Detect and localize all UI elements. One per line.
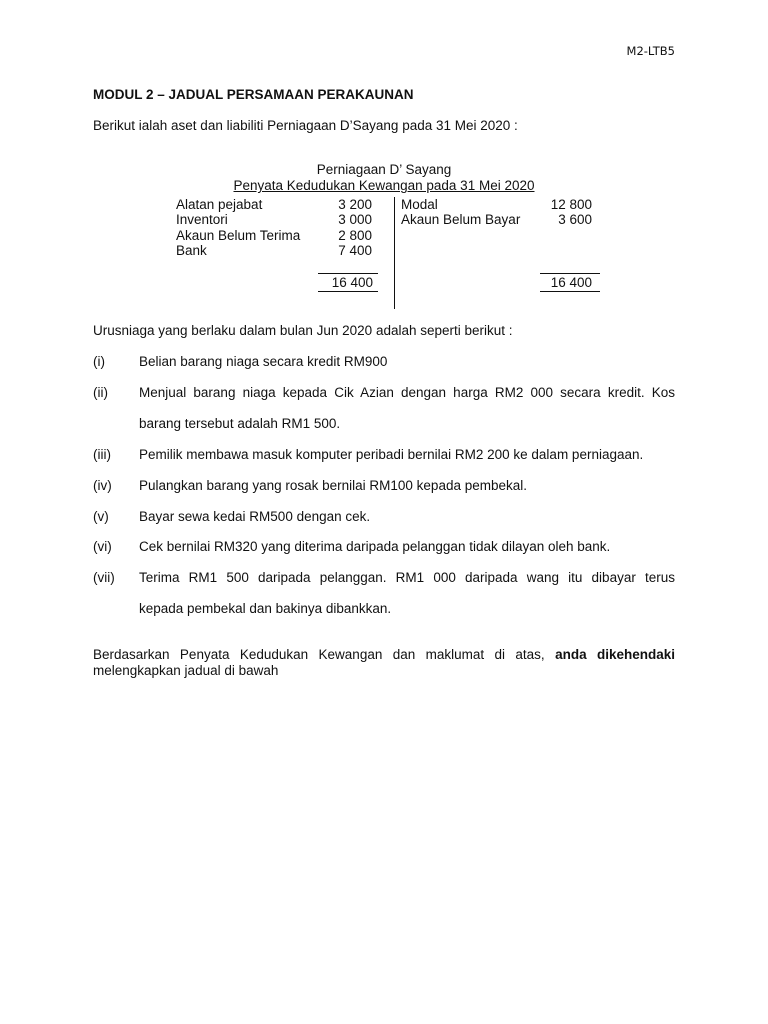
asset-name: Inventori xyxy=(176,212,228,227)
module-title: MODUL 2 – JADUAL PERSAMAAN PERAKAUNAN xyxy=(93,87,414,102)
asset-value: 7 400 xyxy=(338,243,372,258)
asset-value: 3 200 xyxy=(338,197,372,212)
closing-line-2: melengkapkan jadual di bawah xyxy=(93,663,279,678)
item-text: Belian barang niaga secara kredit RM900 xyxy=(139,354,388,369)
item-text: Cek bernilai RM320 yang diterima daripada pelanggan tidak dilayan oleh bank. xyxy=(139,539,611,554)
liability-name: Modal xyxy=(401,197,438,212)
item-text: Pemilik membawa masuk komputer peribadi bernilai RM2 200 ke dalam perniagaan. xyxy=(139,447,644,462)
item-text: Menjual barang niaga kepada Cik Azian dengan harga RM2 000 secara kredit. Kos xyxy=(139,385,675,400)
transactions-intro: Urusniaga yang berlaku dalam bulan Jun 2020 adalah seperti berikut : xyxy=(93,323,513,338)
total-rule-right xyxy=(540,273,600,274)
item-text: Terima RM1 500 daripada pelanggan. RM1 000 daripada wang itu dibayar terus xyxy=(139,570,675,585)
asset-name: Alatan pejabat xyxy=(176,197,263,212)
liability-value: 12 800 xyxy=(550,197,592,212)
item-number: (vi) xyxy=(93,539,112,554)
item-number: (v) xyxy=(93,509,109,524)
closing-bold: anda dikehendaki xyxy=(555,647,675,662)
item-text: Bayar sewa kedai RM500 dengan cek. xyxy=(139,509,371,524)
total-liabilities: 16 400 xyxy=(550,275,592,290)
closing-paragraph xyxy=(93,647,675,679)
item-number: (vii) xyxy=(93,570,115,585)
asset-value: 3 000 xyxy=(338,212,372,227)
t-account-divider xyxy=(394,197,395,309)
liability-name: Akaun Belum Bayar xyxy=(401,212,521,227)
balance-sheet xyxy=(0,197,768,312)
item-number: (ii) xyxy=(93,385,108,400)
total-underline-left xyxy=(318,291,378,292)
item-number: (iv) xyxy=(93,478,112,493)
statement-title: Penyata Kedudukan Kewangan pada 31 Mei 2020 xyxy=(233,178,535,193)
closing-text: Berdasarkan Penyata Kedudukan Kewangan dan maklumat di atas, xyxy=(93,647,556,662)
intro-text: Berikut ialah aset dan liabiliti Perniagaan D’Sayang pada 31 Mei 2020 : xyxy=(93,118,518,133)
company-name: Perniagaan D’ Sayang xyxy=(316,162,452,177)
asset-name: Bank xyxy=(176,243,207,258)
asset-name: Akaun Belum Terima xyxy=(176,228,301,243)
closing-line-1 xyxy=(93,647,675,663)
total-rule-left xyxy=(318,273,378,274)
item-number: (i) xyxy=(93,354,105,369)
asset-value: 2 800 xyxy=(338,228,372,243)
liability-value: 3 600 xyxy=(558,212,592,227)
total-assets: 16 400 xyxy=(331,275,373,290)
page-code: M2-LTB5 xyxy=(626,44,675,58)
item-text: Pulangkan barang yang rosak bernilai RM100 kepada pembekal. xyxy=(139,478,527,493)
item-text-cont: barang tersebut adalah RM1 500. xyxy=(139,416,341,431)
item-number: (iii) xyxy=(93,447,111,462)
total-underline-right xyxy=(540,291,600,292)
item-text-cont: kepada pembekal dan bakinya dibankkan. xyxy=(139,601,392,616)
